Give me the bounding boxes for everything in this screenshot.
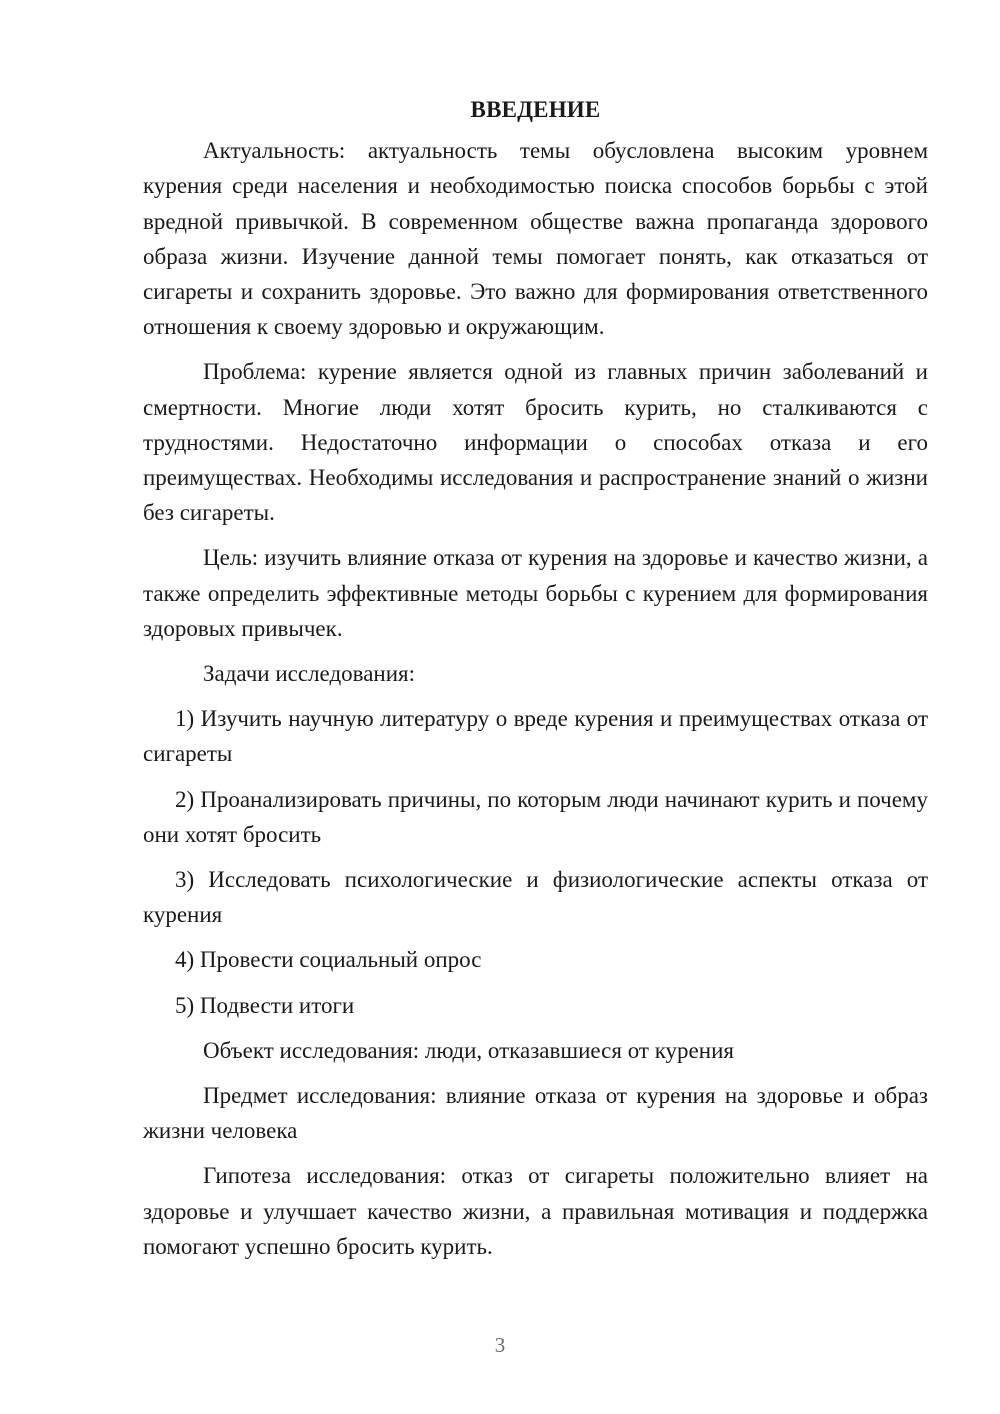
- problem-paragraph: Проблема: курение является одной из главных причин заболеваний и смертности. Многие люди хотят бросить курить, но сталкиваются с трудностями. Недостаточно информации о способах отказа и его преимуществах. Необходимы исследования и распространение знаний о жизни без сигареты.: [143, 359, 928, 526]
- task-item-3: 3) Исследовать психологические и физиологические аспекты отказа от курения: [143, 867, 928, 928]
- tasks-heading: Задачи исследования:: [203, 661, 416, 687]
- document-page: [143, 92, 928, 1274]
- task-item-1: 1) Изучить научную литературу о вреде курения и преимуществах отказа от сигареты: [143, 706, 928, 767]
- task-item-2: 2) Проанализировать причины, по которым люди начинают курить и почему они хотят бросить: [143, 786, 928, 847]
- task-item-4: 4) Провести социальный опрос: [175, 947, 482, 973]
- hypothesis-paragraph: Гипотеза исследования: отказ от сигареты положительно влияет на здоровье и улучшает качество жизни, а правильная мотивация и поддержка помогают успешно бросить курить.: [143, 1163, 928, 1259]
- subject-paragraph: Предмет исследования: влияние отказа от курения на здоровье и образ жизни человека: [143, 1083, 928, 1144]
- task-item-5: 5) Подвести итоги: [175, 992, 355, 1018]
- goal-paragraph: Цель: изучить влияние отказа от курения на здоровье и качество жизни, а также определить эффективные методы борьбы с курением для формирования здоровых привычек.: [143, 545, 928, 641]
- relevance-paragraph: Актуальность: актуальность темы обусловлена высоким уровнем курения среди населения и необходимостью поиска способов борьбы с этой вредной привычкой. В современном обществе важна пропаганда здорового образа жизни. Изучение данной темы помогает понять, как отказаться от сигареты и сохранить здоровье. Это важно для формирования ответственного отношения к своему здоровью и окружающим.: [143, 138, 928, 340]
- page-number: 3: [494, 1333, 506, 1357]
- section-title: ВВЕДЕНИЕ: [470, 97, 601, 122]
- object-paragraph: Объект исследования: люди, отказавшиеся от курения: [203, 1037, 734, 1063]
